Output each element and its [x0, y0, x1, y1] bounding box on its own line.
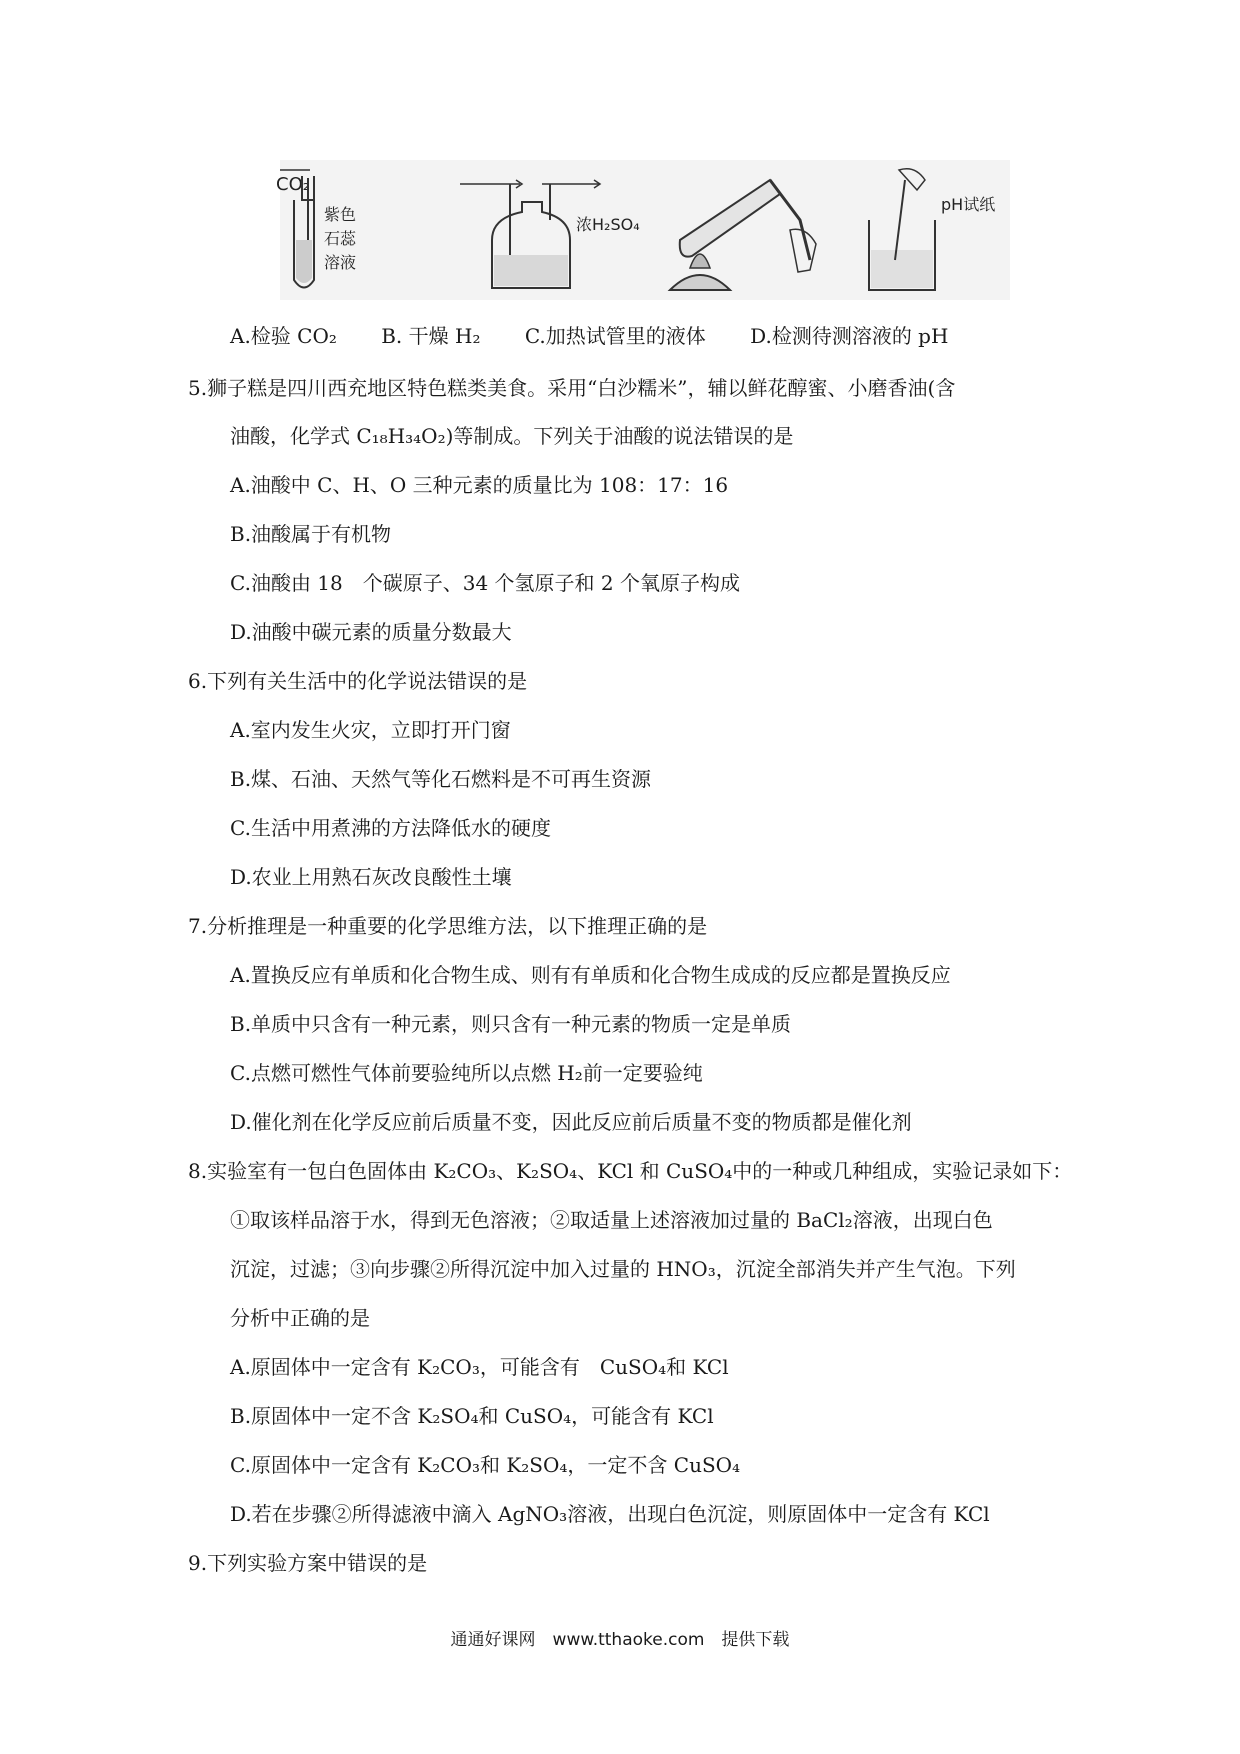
q7-option-a: A.置换反应有单质和化合物生成、则有有单质和化合物生成成的反应都是置换反应	[230, 963, 951, 987]
q4-option-d: D.检测待测溶液的 pH	[750, 324, 949, 348]
fig-a-solution-line-1: 紫色	[324, 205, 357, 224]
apparatus-figures	[276, 160, 1010, 300]
q4-option-b: B. 干燥 H₂	[381, 324, 481, 348]
q8-stem-line-4: 分析中正确的是	[230, 1306, 370, 1330]
q4-option-c: C.加热试管里的液体	[524, 324, 706, 348]
q5-option-a: A.油酸中 C、H、O 三种元素的质量比为 108：17：16	[230, 473, 729, 497]
q9-stem: 9.下列实验方案中错误的是	[188, 1551, 428, 1575]
q8-option-b: B.原固体中一定不含 K₂SO₄和 CuSO₄，可能含有 KCl	[230, 1404, 714, 1428]
q4-options	[230, 322, 986, 350]
q8-stem-line-2: ①取该样品溶于水，得到无色溶液；②取适量上述溶液加过量的 BaCl₂溶液，出现白色	[230, 1208, 993, 1232]
q8-option-c: C.原固体中一定含有 K₂CO₃和 K₂SO₄，一定不含 CuSO₄	[230, 1453, 741, 1477]
q5-option-d: D.油酸中碳元素的质量分数最大	[230, 620, 512, 644]
q4-option-a: A.检验 CO₂	[230, 324, 337, 348]
fig-b-reagent-label: 浓H₂SO₄	[576, 215, 640, 234]
q6-option-b: B.煤、石油、天然气等化石燃料是不可再生资源	[230, 767, 652, 791]
q8-stem-line-3: 沉淀，过滤；③向步骤②所得沉淀中加入过量的 HNO₃，沉淀全部消失并产生气泡。下列	[230, 1257, 1016, 1281]
q6-option-c: C.生活中用煮沸的方法降低水的硬度	[230, 816, 551, 840]
figure-a-litmus-test	[276, 160, 420, 300]
fig-a-solution-line-3: 溶液	[324, 253, 357, 272]
q8-option-d: D.若在步骤②所得滤液中滴入 AgNO₃溶液，出现白色沉淀，则原固体中一定含有 KCl	[230, 1502, 990, 1526]
q5-stem-line-2: 油酸，化学式 C₁₈H₃₄O₂)等制成。下列关于油酸的说法错误的是	[230, 424, 794, 448]
q6-option-a: A.室内发生火灾，立即打开门窗	[230, 718, 511, 742]
q5-option-c: C.油酸由 18 个碳原子、34 个氢原子和 2 个氧原子构成	[230, 571, 740, 595]
q6-option-d: D.农业上用熟石灰改良酸性土壤	[230, 865, 512, 889]
figure-d-ph-test	[855, 160, 1010, 300]
q6-stem: 6.下列有关生活中的化学说法错误的是	[188, 669, 528, 693]
fig-d-paper-label: pH试纸	[941, 195, 996, 214]
q7-option-b: B.单质中只含有一种元素，则只含有一种元素的物质一定是单质	[230, 1012, 792, 1036]
q7-option-d: D.催化剂在化学反应前后质量不变，因此反应前后质量不变的物质都是催化剂	[230, 1110, 912, 1134]
q5-stem-line-1: 5.狮子糕是四川西充地区特色糕类美食。采用“白沙糯米”，辅以鲜花醇蜜、小磨香油(含	[188, 376, 956, 400]
q5-option-b: B.油酸属于有机物	[230, 522, 392, 546]
page-footer: 通通好课网 www.tthaoke.com 提供下载	[450, 1630, 790, 1650]
fig-a-gas-label: CO₂	[276, 174, 310, 195]
q7-option-c: C.点燃可燃性气体前要验纯所以点燃 H₂前一定要验纯	[230, 1061, 703, 1085]
q8-option-a: A.原固体中一定含有 K₂CO₃，可能含有 CuSO₄和 KCl	[230, 1355, 729, 1379]
q7-stem: 7.分析推理是一种重要的化学思维方法，以下推理正确的是	[188, 914, 708, 938]
figure-b-drying-bottle	[460, 160, 640, 300]
fig-a-solution-line-2: 石蕊	[324, 229, 357, 248]
figure-c-heating-tube	[660, 160, 830, 300]
q8-stem-line-1: 8.实验室有一包白色固体由 K₂CO₃、K₂SO₄、KCl 和 CuSO₄中的一种或几种组成，实验记录如下：	[188, 1159, 1073, 1183]
